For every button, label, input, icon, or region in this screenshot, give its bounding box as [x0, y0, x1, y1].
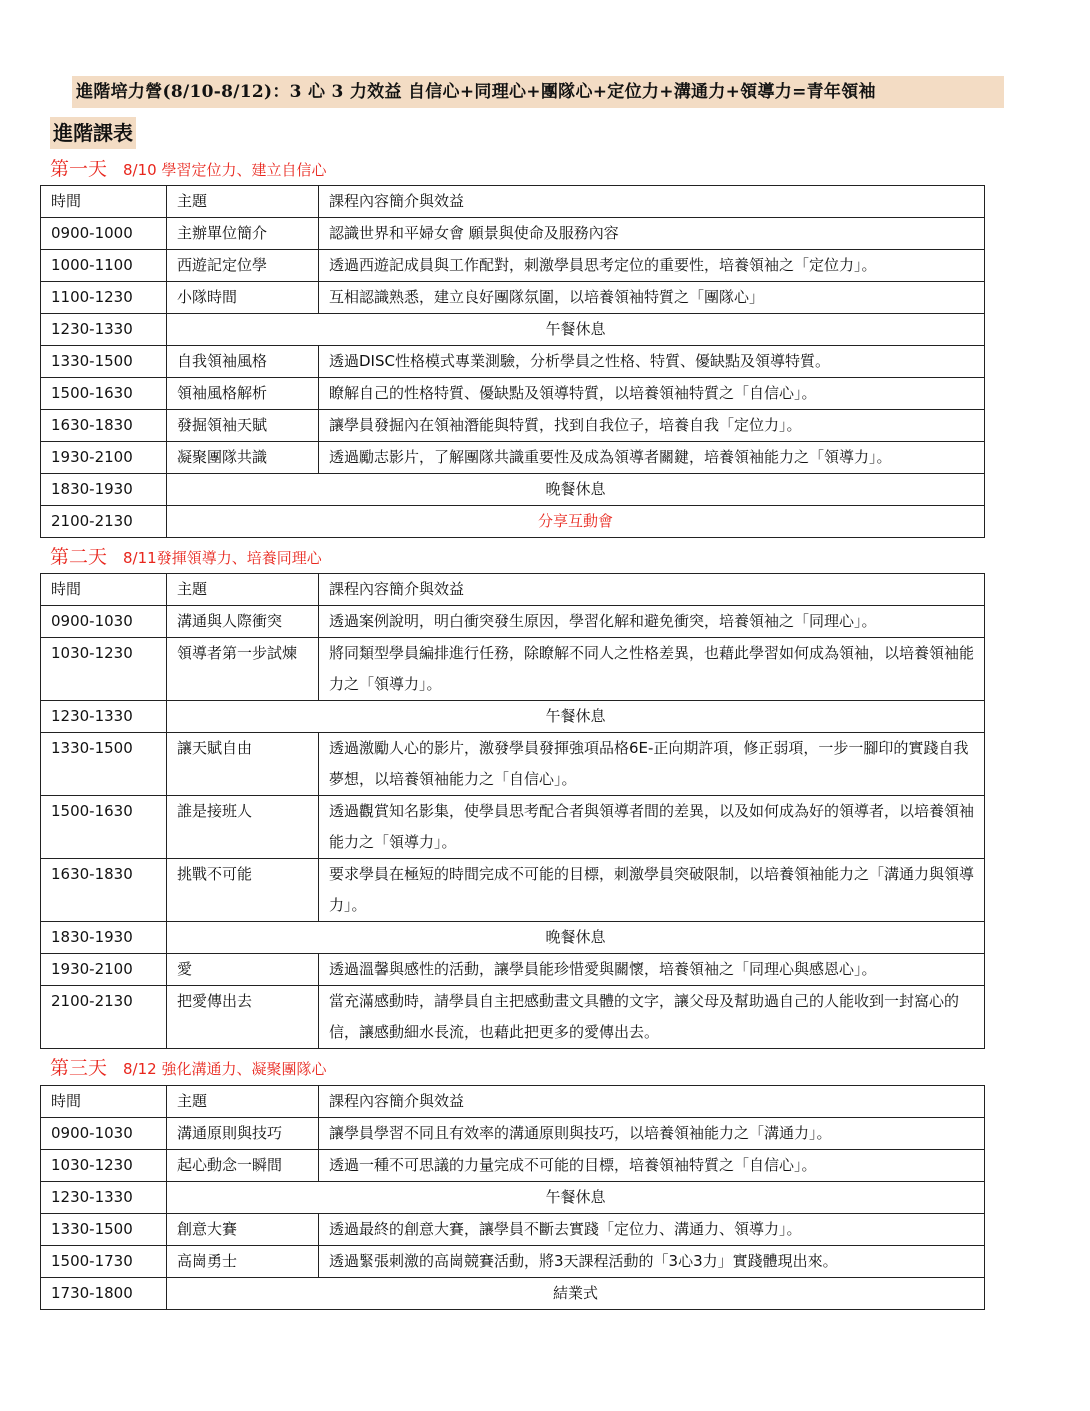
table-row	[41, 986, 985, 1049]
schedule-table-day-3	[40, 1085, 985, 1310]
header-content: 課程內容簡介與效益	[319, 574, 985, 606]
content-cell: 認識世界和平婦女會 願景與使命及服務內容	[319, 218, 985, 250]
table-header-row	[41, 574, 985, 606]
table-row	[41, 378, 985, 410]
time-cell: 1000-1100	[41, 250, 167, 282]
time-cell: 1030-1230	[41, 1150, 167, 1182]
page-banner: 進階培力營(8/10-8/12)：3 心 3 力效益 自信心+同理心+團隊心+定位力+溝通力+領導力=青年領袖	[72, 76, 1004, 108]
time-cell: 2100-2130	[41, 986, 167, 1049]
time-cell: 1500-1630	[41, 378, 167, 410]
table-row	[41, 1182, 985, 1214]
content-cell: 將同類型學員編排進行任務，除瞭解不同人之性格差異，也藉此學習如何成為領袖，以培養領袖能力之「領導力」。	[319, 638, 985, 701]
table-row	[41, 1246, 985, 1278]
time-cell: 1030-1230	[41, 638, 167, 701]
topic-cell: 挑戰不可能	[167, 859, 319, 922]
break-cell: 晚餐休息	[167, 922, 985, 954]
section-title: 進階課表	[50, 117, 136, 149]
content-cell: 透過觀賞知名影集，使學員思考配合者與領導者間的差異，以及如何成為好的領導者，以培養領袖能力之「領導力」。	[319, 796, 985, 859]
day-heading-2	[50, 545, 322, 569]
header-content: 課程內容簡介與效益	[319, 186, 985, 218]
table-row	[41, 346, 985, 378]
table-row	[41, 1118, 985, 1150]
schedule-table-day-2	[40, 573, 985, 1049]
day-name: 第二天	[50, 546, 108, 568]
topic-cell: 創意大賽	[167, 1214, 319, 1246]
break-cell: 午餐休息	[167, 314, 985, 346]
topic-cell: 西遊記定位學	[167, 250, 319, 282]
table-row	[41, 796, 985, 859]
time-cell: 1230-1330	[41, 1182, 167, 1214]
time-cell: 0900-1030	[41, 1118, 167, 1150]
schedule-table-day-1	[40, 185, 985, 538]
table-row	[41, 218, 985, 250]
table-row	[41, 506, 985, 538]
time-cell: 1230-1330	[41, 314, 167, 346]
topic-cell: 把愛傳出去	[167, 986, 319, 1049]
topic-cell: 自我領袖風格	[167, 346, 319, 378]
time-cell: 1630-1830	[41, 859, 167, 922]
day-desc: 8/11發揮領導力、培養同理心	[123, 549, 322, 567]
topic-cell: 主辦單位簡介	[167, 218, 319, 250]
day-desc: 8/12 強化溝通力、凝聚團隊心	[123, 1060, 327, 1078]
content-cell: 要求學員在極短的時間完成不可能的目標，刺激學員突破限制，以培養領袖能力之「溝通力與領導力」。	[319, 859, 985, 922]
content-cell: 透過激勵人心的影片，激發學員發揮強項品格6E-正向期許項，修正弱項，一步一腳印的實踐自我夢想，以培養領袖能力之「自信心」。	[319, 733, 985, 796]
time-cell: 1630-1830	[41, 410, 167, 442]
table-row	[41, 410, 985, 442]
time-cell: 1500-1730	[41, 1246, 167, 1278]
time-cell: 1330-1500	[41, 1214, 167, 1246]
time-cell: 0900-1000	[41, 218, 167, 250]
time-cell: 1730-1800	[41, 1278, 167, 1310]
break-cell: 晚餐休息	[167, 474, 985, 506]
header-topic: 主題	[167, 186, 319, 218]
break-cell: 午餐休息	[167, 701, 985, 733]
day-heading-3	[50, 1056, 326, 1080]
header-topic: 主題	[167, 1086, 319, 1118]
topic-cell: 讓天賦自由	[167, 733, 319, 796]
table-row	[41, 922, 985, 954]
header-time: 時間	[41, 186, 167, 218]
content-cell: 透過溫馨與感性的活動，讓學員能珍惜愛與關懷，培養領袖之「同理心與感恩心」。	[319, 954, 985, 986]
time-cell: 2100-2130	[41, 506, 167, 538]
day-name: 第三天	[50, 1057, 108, 1079]
content-cell: 透過勵志影片，了解團隊共識重要性及成為領導者關鍵，培養領袖能力之「領導力」。	[319, 442, 985, 474]
table-row	[41, 314, 985, 346]
table-row	[41, 282, 985, 314]
table-row	[41, 442, 985, 474]
table-row	[41, 1214, 985, 1246]
table-row	[41, 638, 985, 701]
table-row	[41, 1278, 985, 1310]
break-cell: 分享互動會	[167, 506, 985, 538]
topic-cell: 凝聚團隊共識	[167, 442, 319, 474]
table-row	[41, 250, 985, 282]
time-cell: 1830-1930	[41, 474, 167, 506]
table-header-row	[41, 1086, 985, 1118]
table-row	[41, 474, 985, 506]
table-row	[41, 701, 985, 733]
table-row	[41, 859, 985, 922]
time-cell: 1930-2100	[41, 954, 167, 986]
header-content: 課程內容簡介與效益	[319, 1086, 985, 1118]
topic-cell: 小隊時間	[167, 282, 319, 314]
content-cell: 透過一種不可思議的力量完成不可能的目標，培養領袖特質之「自信心」。	[319, 1150, 985, 1182]
topic-cell: 溝通與人際衝突	[167, 606, 319, 638]
break-cell: 結業式	[167, 1278, 985, 1310]
topic-cell: 溝通原則與技巧	[167, 1118, 319, 1150]
time-cell: 1500-1630	[41, 796, 167, 859]
table-row	[41, 1150, 985, 1182]
time-cell: 1330-1500	[41, 346, 167, 378]
table-row	[41, 954, 985, 986]
content-cell: 透過DISC性格模式專業測驗，分析學員之性格、特質、優缺點及領導特質。	[319, 346, 985, 378]
table-header-row	[41, 186, 985, 218]
content-cell: 透過西遊記成員與工作配對，刺激學員思考定位的重要性，培養領袖之「定位力」。	[319, 250, 985, 282]
topic-cell: 發掘領袖天賦	[167, 410, 319, 442]
table-row	[41, 606, 985, 638]
topic-cell: 高崗勇士	[167, 1246, 319, 1278]
time-cell: 1230-1330	[41, 701, 167, 733]
day-desc: 8/10 學習定位力、建立自信心	[123, 161, 327, 179]
header-time: 時間	[41, 1086, 167, 1118]
content-cell: 讓學員發掘內在領袖潛能與特質，找到自我位子，培養自我「定位力」。	[319, 410, 985, 442]
break-cell: 午餐休息	[167, 1182, 985, 1214]
time-cell: 1100-1230	[41, 282, 167, 314]
header-topic: 主題	[167, 574, 319, 606]
content-cell: 瞭解自己的性格特質、優缺點及領導特質，以培養領袖特質之「自信心」。	[319, 378, 985, 410]
day-heading-1	[50, 157, 326, 181]
time-cell: 1930-2100	[41, 442, 167, 474]
content-cell: 透過最終的創意大賽，讓學員不斷去實踐「定位力、溝通力、領導力」。	[319, 1214, 985, 1246]
content-cell: 互相認識熟悉，建立良好團隊氛圍，以培養領袖特質之「團隊心」	[319, 282, 985, 314]
time-cell: 0900-1030	[41, 606, 167, 638]
content-cell: 透過案例說明，明白衝突發生原因，學習化解和避免衝突，培養領袖之「同理心」。	[319, 606, 985, 638]
content-cell: 當充滿感動時，請學員自主把感動畫文具體的文字，讓父母及幫助過自己的人能收到一封窩心的信，讓感動細水長流，也藉此把更多的愛傳出去。	[319, 986, 985, 1049]
day-name: 第一天	[50, 158, 108, 180]
topic-cell: 領導者第一步試煉	[167, 638, 319, 701]
topic-cell: 起心動念一瞬間	[167, 1150, 319, 1182]
content-cell: 透過緊張刺激的高崗競賽活動，將3天課程活動的「3心3力」實踐體現出來。	[319, 1246, 985, 1278]
header-time: 時間	[41, 574, 167, 606]
topic-cell: 誰是接班人	[167, 796, 319, 859]
time-cell: 1830-1930	[41, 922, 167, 954]
time-cell: 1330-1500	[41, 733, 167, 796]
table-row	[41, 733, 985, 796]
topic-cell: 領袖風格解析	[167, 378, 319, 410]
content-cell: 讓學員學習不同且有效率的溝通原則與技巧，以培養領袖能力之「溝通力」。	[319, 1118, 985, 1150]
topic-cell: 愛	[167, 954, 319, 986]
